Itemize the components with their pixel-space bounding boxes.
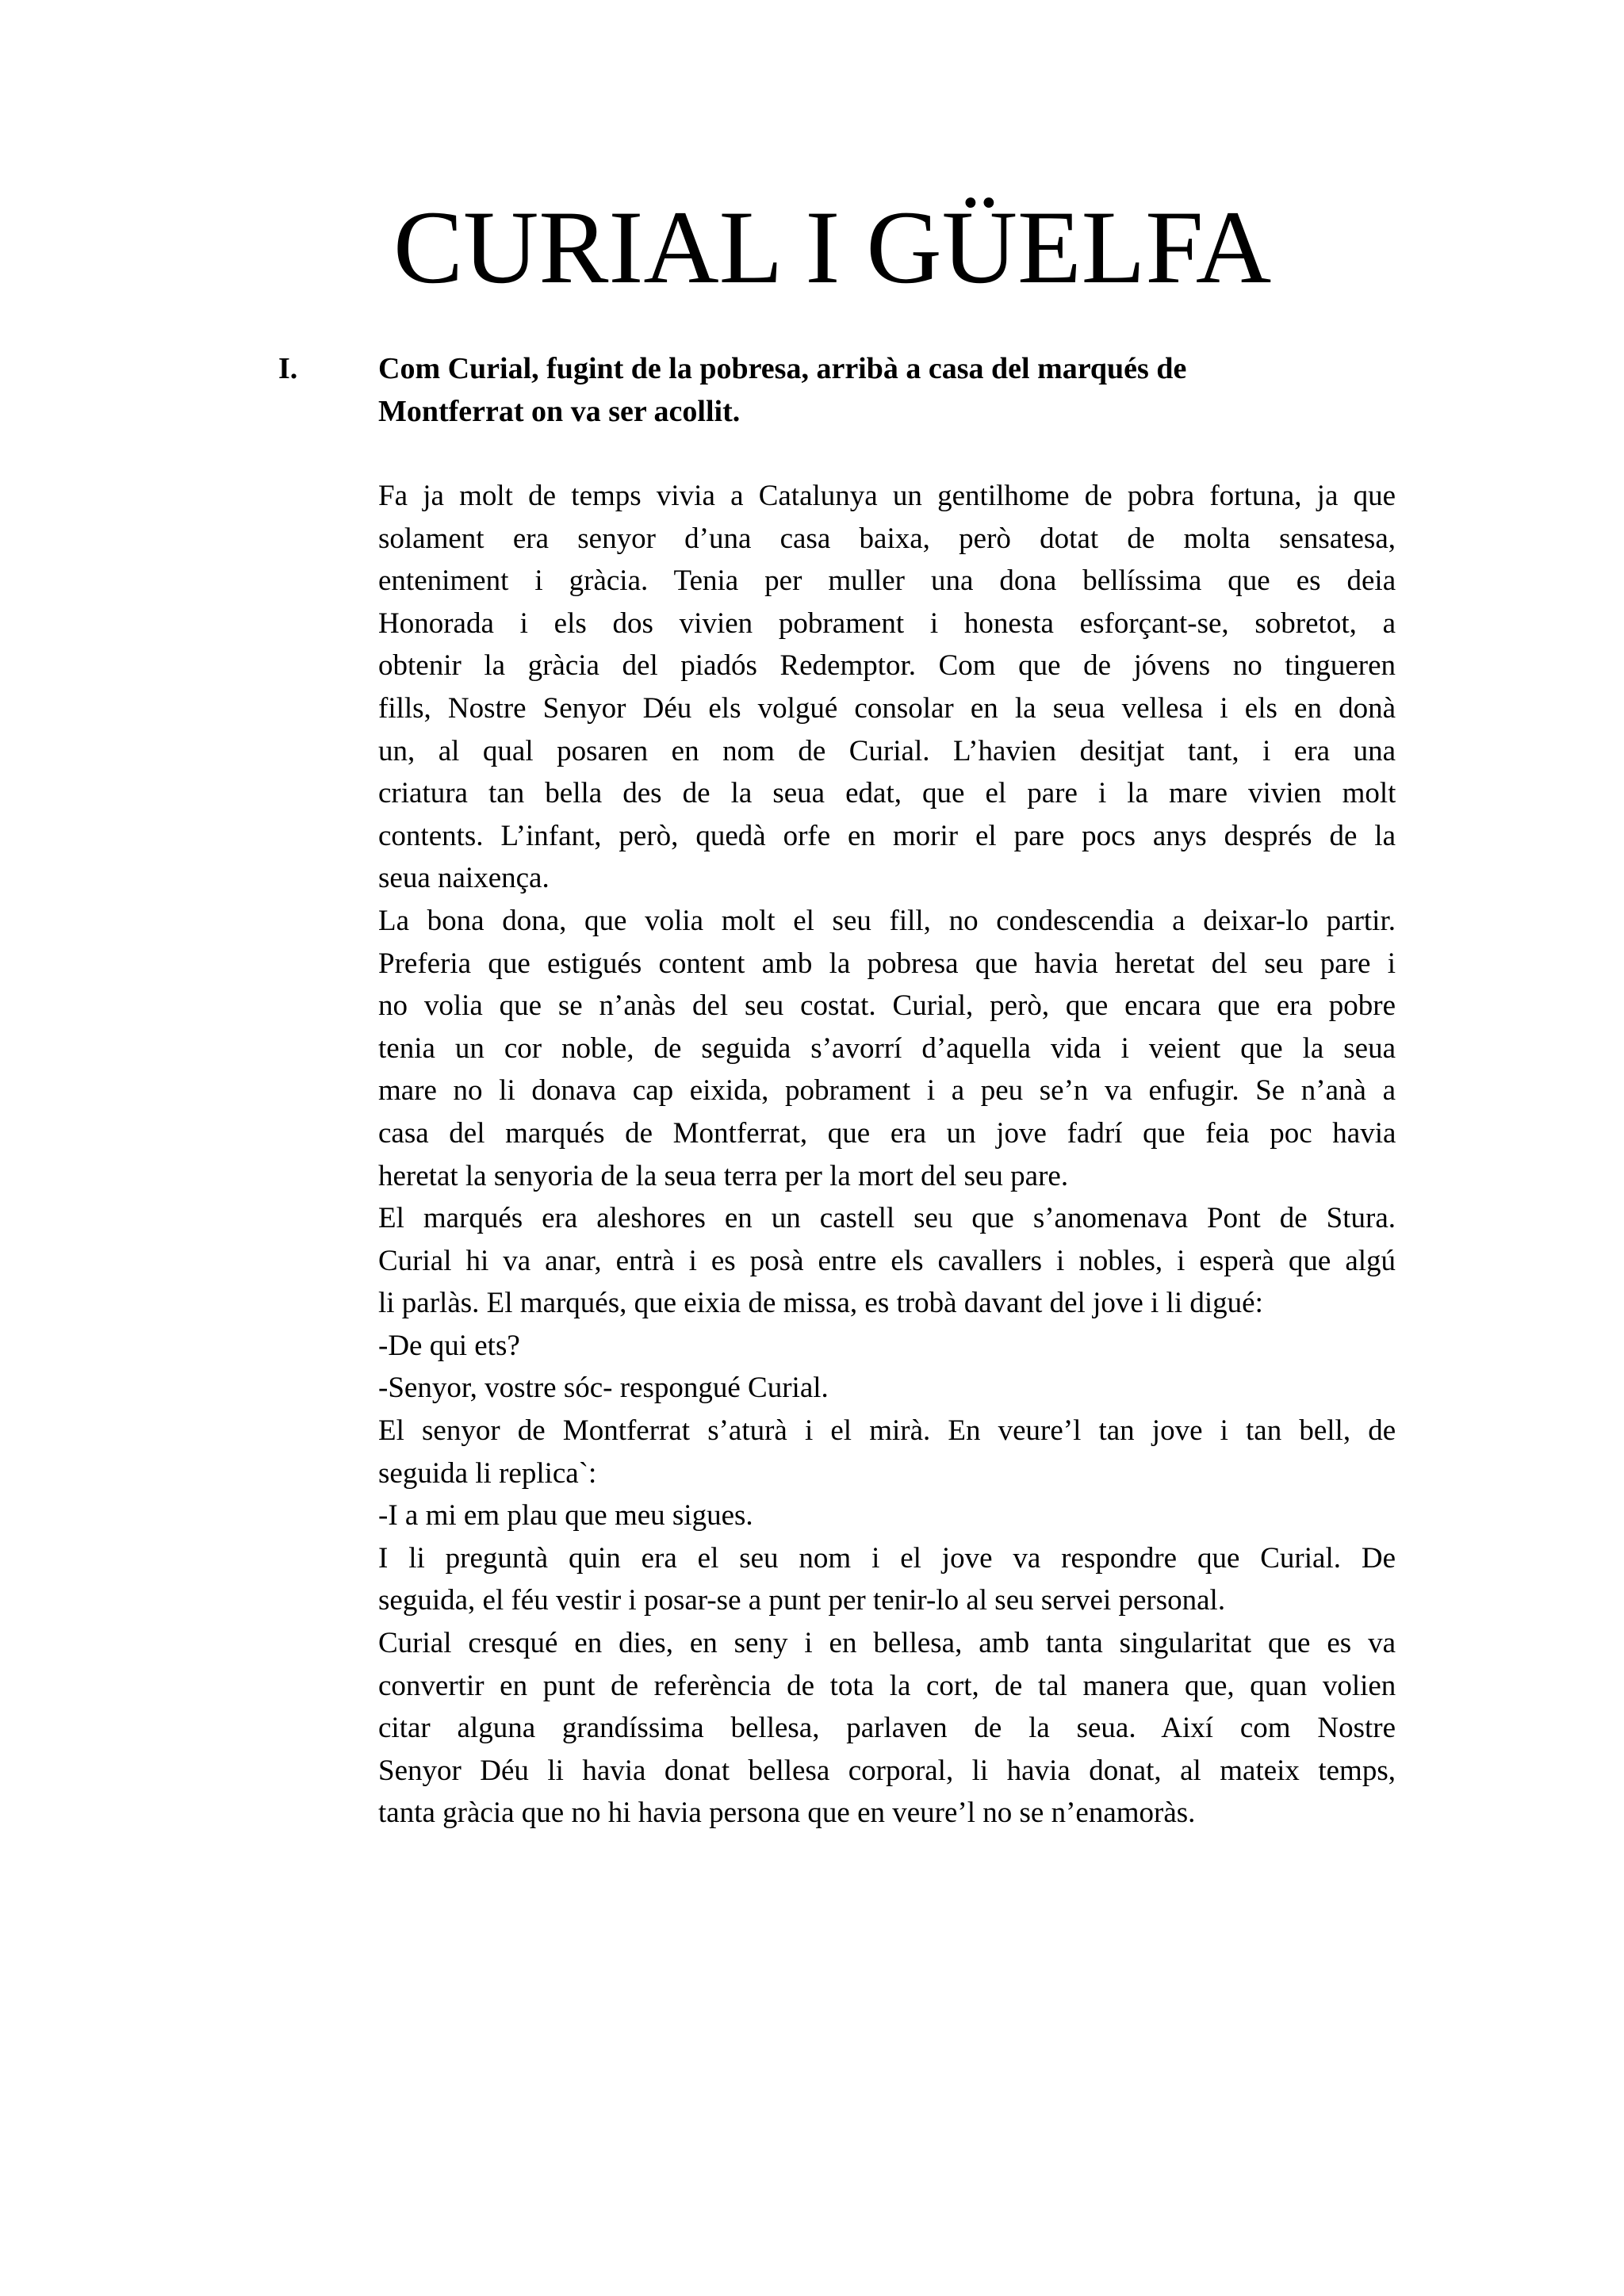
- body-line: I li preguntà quin era el seu nom i el jove va respondre que Curial. De: [378, 1541, 1396, 1575]
- body-line: seguida, el féu vestir i posar-se a punt per tenir-lo al seu servei personal.: [378, 1584, 1226, 1617]
- body-line: obtenir la gràcia del piadós Redemptor. Com que de jóvens no tingueren: [378, 649, 1396, 683]
- body-line: convertir en punt de referència de tota la cort, de tal manera que, quan volien: [378, 1669, 1396, 1702]
- body-line: El senyor de Montferrat s’aturà i el mirà. En veure’l tan jove i tan bell, de: [378, 1414, 1396, 1448]
- body-text: [378, 475, 1396, 1835]
- body-line: Curial cresqué en dies, en seny i en bellesa, amb tanta singularitat que es va: [378, 1627, 1396, 1660]
- body-line: Senyor Déu li havia donat bellesa corporal, li havia donat, al mateix temps,: [378, 1754, 1396, 1787]
- document-title: CURIAL I GÜELFA: [393, 189, 1272, 305]
- body-line: no volia que se n’anàs del seu costat. Curial, però, que encara que era pobre: [378, 989, 1396, 1023]
- chapter-heading-line: Com Curial, fugint de la pobresa, arribà a casa del marqués de: [378, 352, 1187, 385]
- body-line: Honorada i els dos vivien pobrament i honesta esforçant-se, sobretot, a: [378, 607, 1396, 640]
- body-line: fills, Nostre Senyor Déu els volgué consolar en la seua vellesa i els en donà: [378, 691, 1396, 725]
- chapter-heading-line: Montferrat on va ser acollit.: [378, 395, 741, 428]
- body-line: heretat la senyoria de la seua terra per la mort del seu pare.: [378, 1159, 1069, 1192]
- body-line: -De qui ets?: [378, 1329, 520, 1362]
- body-line: La bona dona, que volia molt el seu fill, no condescendia a deixar-lo partir.: [378, 904, 1396, 937]
- chapter-number: I.: [278, 352, 298, 385]
- body-line: mare no li donava cap eixida, pobrament i a peu se’n va enfugir. Se n’anà a: [378, 1074, 1396, 1108]
- chapter-heading: [378, 347, 1385, 433]
- body-line: Curial hi va anar, entrà i es posà entre els cavallers i nobles, i esperà que algú: [378, 1244, 1396, 1277]
- body-line: -I a mi em plau que meu sigues.: [378, 1499, 753, 1533]
- body-line: Preferia que estigués content amb la pobresa que havia heretat del seu pare i: [378, 947, 1396, 980]
- body-line: citar alguna grandíssima bellesa, parlaven de la seua. Així com Nostre: [378, 1712, 1396, 1745]
- body-line: solament era senyor d’una casa baixa, però dotat de molta sensatesa,: [378, 522, 1396, 555]
- body-line: li parlàs. El marqués, que eixia de missa, es trobà davant del jove i li digué:: [378, 1287, 1263, 1320]
- body-line: tenia un cor noble, de seguida s’avorrí d’aquella vida i veient que la seua: [378, 1031, 1396, 1065]
- body-line: tanta gràcia que no hi havia persona que en veure’l no se n’enamoràs.: [378, 1797, 1196, 1830]
- body-line: un, al qual posaren en nom de Curial. L’havien desitjat tant, i era una: [378, 734, 1396, 767]
- body-line: Fa ja molt de temps vivia a Catalunya un gentilhome de pobra fortuna, ja que: [378, 480, 1396, 512]
- body-line: casa del marqués de Montferrat, que era un jove fadrí que feia poc havia: [378, 1116, 1396, 1150]
- body-line: El marqués era aleshores en un castell seu que s’anomenava Pont de Stura.: [378, 1202, 1396, 1235]
- body-line: enteniment i gràcia. Tenia per muller una dona bellíssima que es deia: [378, 564, 1396, 598]
- body-line: -Senyor, vostre sóc- respongué Curial.: [378, 1372, 829, 1405]
- body-line: seua naixença.: [378, 862, 550, 895]
- body-line: contents. L’infant, però, quedà orfe en morir el pare pocs anys després de la: [378, 819, 1396, 852]
- body-line: seguida li replica`:: [378, 1456, 597, 1490]
- body-line: criatura tan bella des de la seua edat, que el pare i la mare vivien molt: [378, 777, 1396, 810]
